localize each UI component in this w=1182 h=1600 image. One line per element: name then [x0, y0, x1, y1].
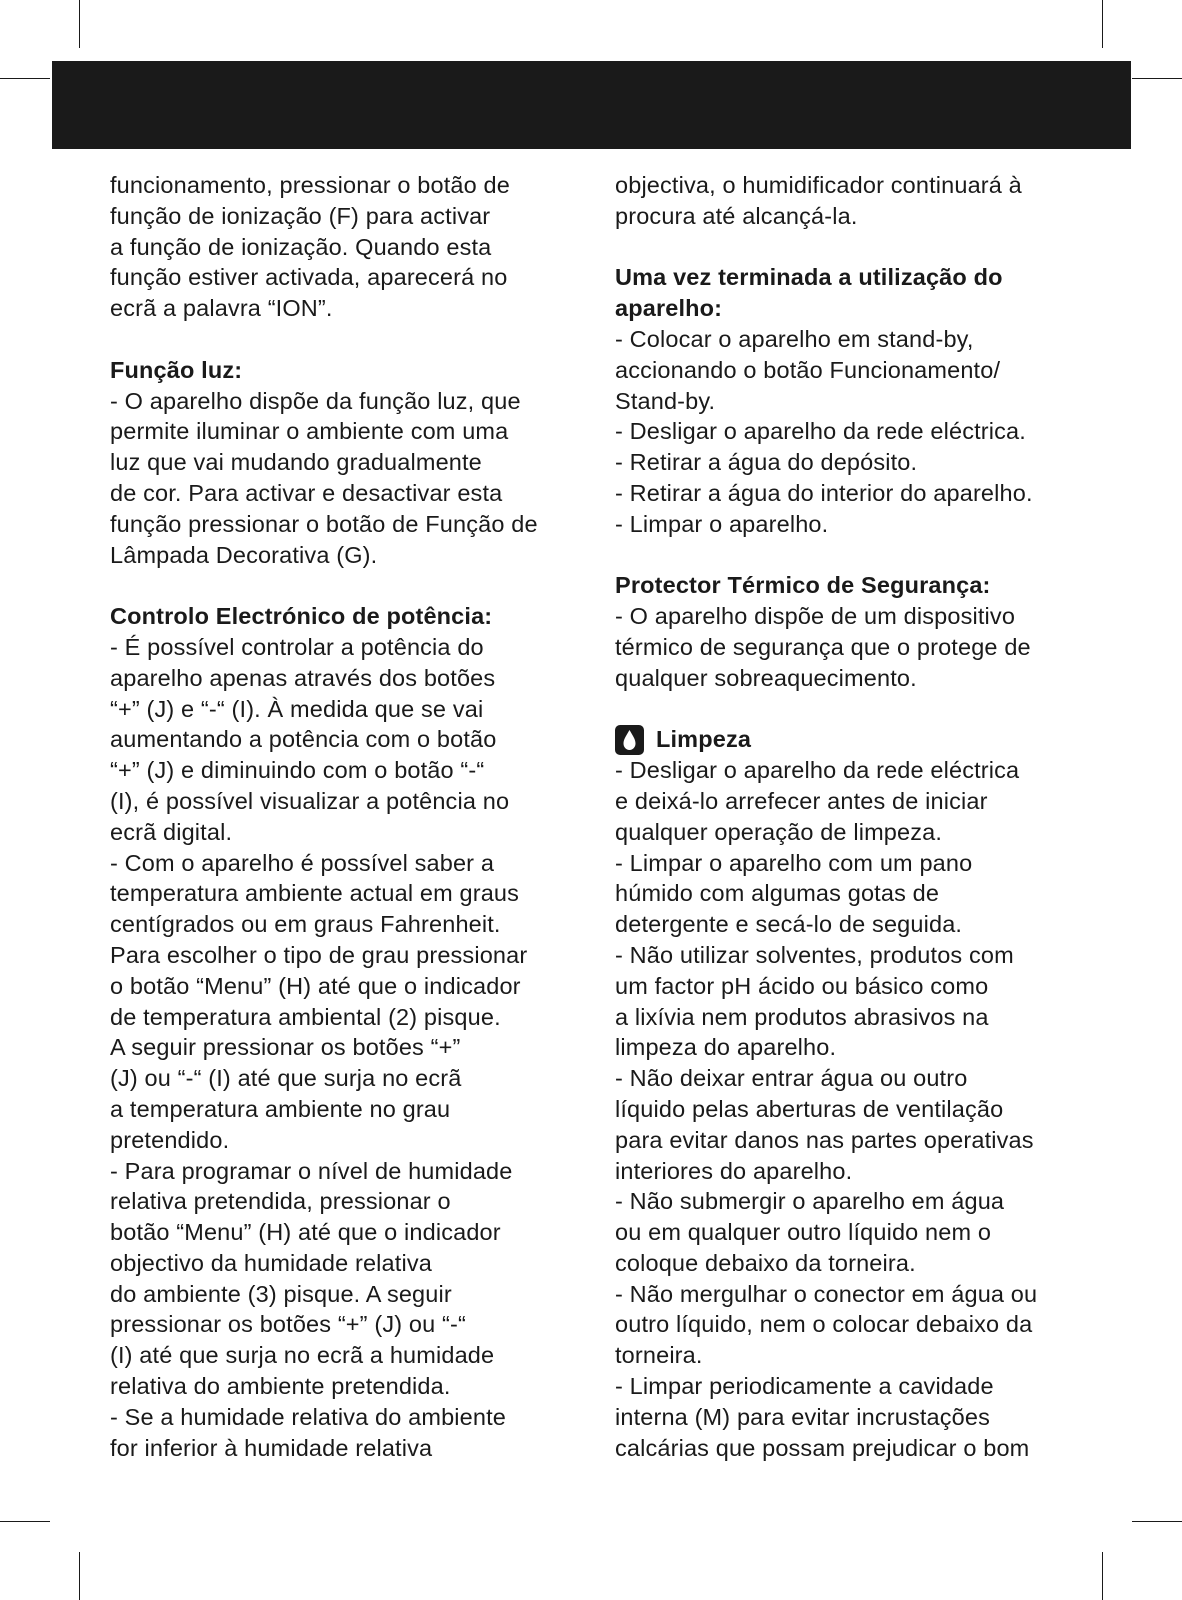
after-use-heading: aparelho: — [615, 295, 723, 322]
crop-mark-top-right-vertical — [1102, 0, 1103, 48]
text-line: interiores do aparelho. — [615, 1157, 853, 1184]
text-line: “+” (J) e diminuindo com o botão “-“ — [110, 757, 485, 784]
intro-paragraph — [615, 170, 1085, 232]
text-line: - Não utilizar solventes, produtos com — [615, 941, 1014, 968]
crop-mark-bottom-left-vertical — [79, 1552, 80, 1600]
left-column — [110, 170, 580, 1463]
text-line: um factor pH ácido ou básico como — [615, 972, 989, 999]
text-line: térmico de segurança que o protege de — [615, 633, 1031, 660]
text-line: de cor. Para activar e desactivar esta — [110, 479, 503, 506]
text-line: temperatura ambiente actual em graus — [110, 880, 520, 907]
text-line: accionando o botão Funcionamento/ — [615, 356, 1001, 383]
text-line: “+” (J) e “-“ (I). À medida que se vai — [110, 695, 484, 722]
text-line: - Retirar a água do interior do aparelho. — [615, 479, 1033, 506]
crop-mark-top-left-vertical — [79, 0, 80, 48]
header-bar — [52, 61, 1131, 149]
text-line: botão “Menu” (H) até que o indicador — [110, 1219, 501, 1246]
text-line: do ambiente (3) pisque. A seguir — [110, 1280, 452, 1307]
text-line: pretendido. — [110, 1126, 230, 1153]
text-line: relativa do ambiente pretendida. — [110, 1373, 451, 1400]
cleaning-section — [615, 724, 1085, 1463]
light-heading: Função luz: — [110, 356, 243, 383]
cleaning-heading-row — [615, 724, 1085, 755]
text-line: relativa pretendida, pressionar o — [110, 1188, 451, 1215]
text-line: procura até alcançá-la. — [615, 202, 858, 229]
text-line: - Limpar o aparelho com um pano — [615, 849, 973, 876]
text-line: Stand-by. — [615, 387, 716, 414]
text-line: - Desligar o aparelho da rede eléctrica. — [615, 418, 1026, 445]
text-line: calcárias que possam prejudicar o bom — [615, 1434, 1030, 1461]
text-line: (I) até que surja no ecrã a humidade — [110, 1342, 495, 1369]
text-line: - O aparelho dispõe de um dispositivo — [615, 603, 1016, 630]
paragraph-gap — [110, 570, 580, 601]
paragraph-gap — [110, 324, 580, 355]
text-line: - Limpar o aparelho. — [615, 510, 829, 537]
text-line: função de ionização (F) para activar — [110, 202, 491, 229]
thermal-section — [615, 570, 1085, 693]
text-line: (I), é possível visualizar a potência no — [110, 787, 510, 814]
crop-mark-bottom-right-vertical — [1102, 1552, 1103, 1600]
text-line: a temperatura ambiente no grau — [110, 1095, 451, 1122]
paragraph-gap — [615, 232, 1085, 263]
text-line: - Não deixar entrar água ou outro — [615, 1065, 968, 1092]
text-line: aumentando a potência com o botão — [110, 726, 497, 753]
text-line: (J) ou “-“ (I) até que surja no ecrã — [110, 1065, 462, 1092]
text-line: Lâmpada Decorativa (G). — [110, 541, 378, 568]
crop-mark-top-left-horizontal — [0, 78, 50, 79]
text-line: - Colocar o aparelho em stand-by, — [615, 325, 974, 352]
text-line: - Desligar o aparelho da rede eléctrica — [615, 757, 1020, 784]
text-line: qualquer operação de limpeza. — [615, 818, 943, 845]
text-line: líquido pelas aberturas de ventilação — [615, 1095, 1004, 1122]
text-line: ecrã a palavra “ION”. — [110, 295, 333, 322]
text-line: torneira. — [615, 1342, 703, 1369]
text-line: - Para programar o nível de humidade — [110, 1157, 513, 1184]
water-drop-icon — [615, 725, 644, 755]
text-line: para evitar danos nas partes operativas — [615, 1126, 1034, 1153]
text-line: Para escolher o tipo de grau pressionar — [110, 941, 528, 968]
text-line: for inferior à humidade relativa — [110, 1434, 433, 1461]
text-line: - Com o aparelho é possível saber a — [110, 849, 495, 876]
text-line: de temperatura ambiental (2) pisque. — [110, 1003, 501, 1030]
text-line: - Não mergulhar o conector em água ou — [615, 1280, 1038, 1307]
text-line: aparelho apenas através dos botões — [110, 664, 496, 691]
crop-mark-bottom-left-horizontal — [0, 1521, 50, 1522]
right-column — [615, 170, 1085, 1463]
text-line: a lixívia nem produtos abrasivos na — [615, 1003, 989, 1030]
text-line: qualquer sobreaquecimento. — [615, 664, 917, 691]
text-line: húmido com algumas gotas de — [615, 880, 940, 907]
crop-mark-top-right-horizontal — [1132, 78, 1182, 79]
text-line: objectivo da humidade relativa — [110, 1249, 432, 1276]
text-line: - Retirar a água do depósito. — [615, 449, 918, 476]
text-line: e deixá-lo arrefecer antes de iniciar — [615, 787, 988, 814]
light-section — [110, 355, 580, 571]
text-line: - Limpar periodicamente a cavidade — [615, 1373, 994, 1400]
text-line: coloque debaixo da torneira. — [615, 1249, 916, 1276]
text-line: pressionar os botões “+” (J) ou “-“ — [110, 1311, 466, 1338]
text-line: ecrã digital. — [110, 818, 233, 845]
text-line: ou em qualquer outro líquido nem o — [615, 1219, 992, 1246]
text-line: outro líquido, nem o colocar debaixo da — [615, 1311, 1033, 1338]
text-line: - O aparelho dispõe da função luz, que — [110, 387, 521, 414]
text-line: centígrados ou em graus Fahrenheit. — [110, 911, 501, 938]
text-line: - Se a humidade relativa do ambiente — [110, 1403, 506, 1430]
text-line: luz que vai mudando gradualmente — [110, 449, 482, 476]
intro-paragraph — [110, 170, 580, 324]
text-line: a função de ionização. Quando esta — [110, 233, 492, 260]
text-line: A seguir pressionar os botões “+” — [110, 1034, 461, 1061]
after-use-section — [615, 262, 1085, 539]
text-line: funcionamento, pressionar o botão de — [110, 172, 510, 198]
text-line: função estiver activada, aparecerá no — [110, 264, 508, 291]
text-line: função pressionar o botão de Função de — [110, 510, 538, 537]
paragraph-gap — [615, 694, 1085, 725]
thermal-heading: Protector Térmico de Segurança: — [615, 572, 991, 599]
power-section — [110, 601, 580, 1463]
text-line: - Não submergir o aparelho em água — [615, 1188, 1005, 1215]
text-line: detergente e secá-lo de seguida. — [615, 911, 963, 938]
paragraph-gap — [615, 540, 1085, 571]
text-line: - É possível controlar a potência do — [110, 633, 484, 660]
power-heading: Controlo Electrónico de potência: — [110, 603, 493, 630]
text-line: objectiva, o humidificador continuará à — [615, 172, 1022, 198]
cleaning-heading: Limpeza — [656, 726, 752, 753]
text-line: limpeza do aparelho. — [615, 1034, 837, 1061]
after-use-heading: Uma vez terminada a utilização do — [615, 264, 1003, 291]
text-line: o botão “Menu” (H) até que o indicador — [110, 972, 521, 999]
crop-mark-bottom-right-horizontal — [1132, 1521, 1182, 1522]
text-line: permite iluminar o ambiente com uma — [110, 418, 509, 445]
text-line: interna (M) para evitar incrustações — [615, 1403, 991, 1430]
